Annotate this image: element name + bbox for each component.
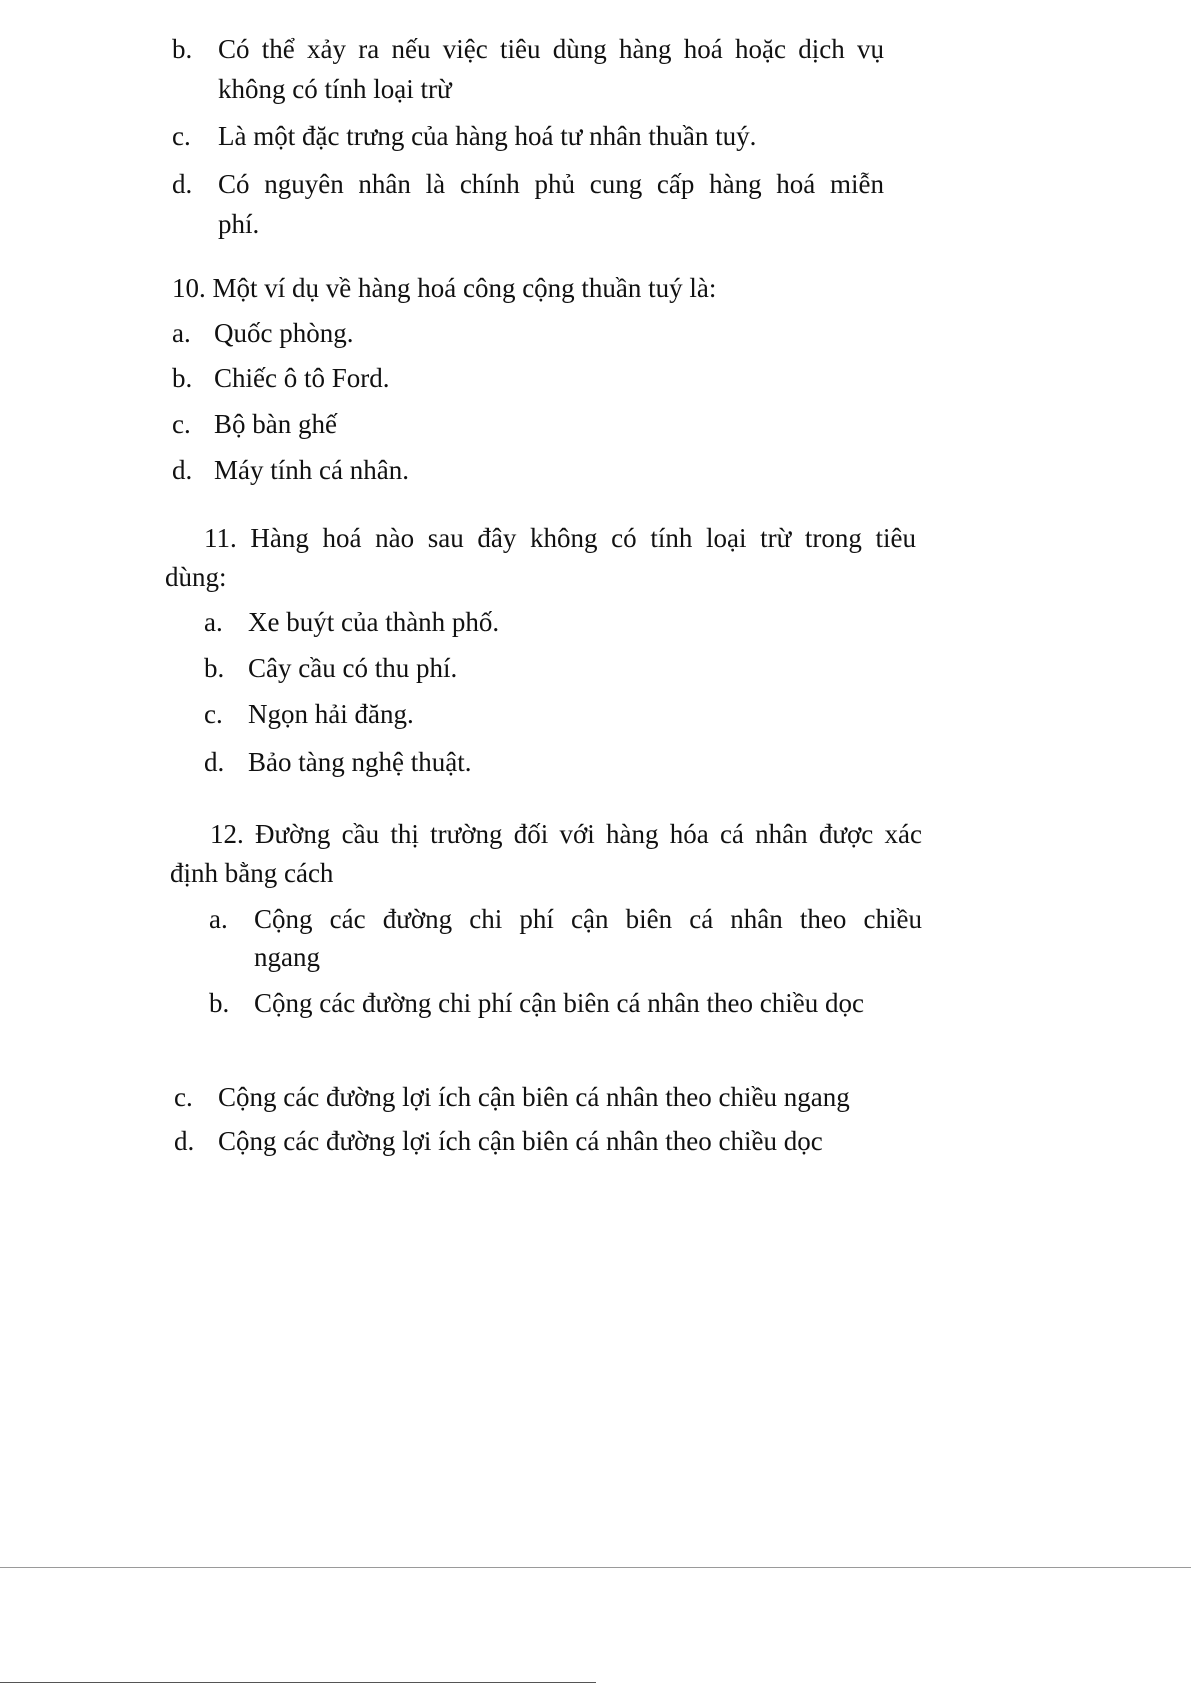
q11-question-text-cont: dùng: — [165, 562, 227, 592]
q11-option-c-text: Ngọn hải đăng. — [248, 699, 414, 729]
q12-question-line2 — [170, 856, 333, 890]
q12-option-c — [174, 1080, 850, 1114]
q10-option-a-text: Quốc phòng. — [214, 318, 354, 348]
q11-option-b-label: b. — [204, 653, 225, 683]
q10-question — [172, 271, 716, 305]
q11-option-c — [204, 697, 414, 731]
q9-option-d-text-cont: phí. — [218, 209, 260, 239]
q11-option-a — [204, 605, 499, 639]
q12-option-c-label: c. — [174, 1082, 193, 1112]
q12-option-d — [174, 1124, 823, 1158]
q9-option-c — [172, 119, 756, 153]
q12-option-b — [209, 986, 864, 1020]
q11-question-text: 11. Hàng hoá nào sau đây không có tính loại trừ trong tiêu — [204, 523, 916, 553]
q9-option-c-label: c. — [172, 121, 191, 151]
q12-question-line1 — [210, 817, 922, 851]
q9-option-d-cont — [218, 207, 259, 241]
q12-option-a-text-cont: ngang — [254, 942, 320, 972]
q12-option-a-cont — [254, 940, 320, 974]
q9-option-b-cont — [218, 72, 452, 106]
q9-option-b-label: b. — [172, 34, 193, 64]
q10-option-c — [172, 407, 337, 441]
q11-option-a-label: a. — [204, 607, 223, 637]
q9-option-d — [172, 167, 884, 201]
q10-option-d — [172, 453, 409, 487]
q11-option-b-text: Cây cầu có thu phí. — [248, 653, 458, 683]
footnote-rule — [0, 1682, 596, 1683]
q11-question-line2 — [165, 560, 227, 594]
q9-option-b — [172, 32, 884, 66]
q11-option-d-text: Bảo tàng nghệ thuật. — [248, 747, 472, 777]
q9-option-b-text-cont: không có tính loại trừ — [218, 74, 452, 104]
q10-option-b-text: Chiếc ô tô Ford. — [214, 363, 390, 393]
q12-option-a-label: a. — [209, 904, 228, 934]
q10-option-d-label: d. — [172, 455, 193, 485]
q11-question-line1 — [204, 521, 916, 555]
q12-option-b-text: Cộng các đường chi phí cận biên cá nhân theo chiều dọc — [254, 988, 864, 1018]
q10-option-a — [172, 316, 353, 350]
q12-option-b-label: b. — [209, 988, 230, 1018]
q11-option-c-label: c. — [204, 699, 223, 729]
q11-option-d-label: d. — [204, 747, 225, 777]
page-divider — [0, 1567, 1191, 1568]
q9-option-d-label: d. — [172, 169, 193, 199]
q12-option-a-text: Cộng các đường chi phí cận biên cá nhân theo chiều — [254, 904, 922, 934]
q11-option-b — [204, 651, 457, 685]
q11-option-a-text: Xe buýt của thành phố. — [248, 607, 500, 637]
q10-option-d-text: Máy tính cá nhân. — [214, 455, 409, 485]
q10-option-b — [172, 361, 390, 395]
q12-question-text: 12. Đường cầu thị trường đối với hàng hóa cá nhân được xác — [210, 819, 922, 849]
q9-option-d-text: Có nguyên nhân là chính phủ cung cấp hàng hoá miễn — [218, 169, 884, 199]
q10-option-a-label: a. — [172, 318, 191, 348]
q12-option-d-text: Cộng các đường lợi ích cận biên cá nhân theo chiều dọc — [218, 1126, 823, 1156]
q10-option-c-text: Bộ bàn ghế — [214, 409, 337, 439]
q9-option-b-text: Có thể xảy ra nếu việc tiêu dùng hàng hoá hoặc dịch vụ — [218, 34, 884, 64]
q12-option-a — [209, 902, 922, 936]
q10-question-text: 10. Một ví dụ về hàng hoá công cộng thuần tuý là: — [172, 273, 717, 303]
q10-option-c-label: c. — [172, 409, 191, 439]
q12-option-c-text: Cộng các đường lợi ích cận biên cá nhân theo chiều ngang — [218, 1082, 850, 1112]
q12-option-d-label: d. — [174, 1126, 195, 1156]
q11-option-d — [204, 745, 471, 779]
q9-option-c-text: Là một đặc trưng của hàng hoá tư nhân thuần tuý. — [218, 121, 757, 151]
q10-option-b-label: b. — [172, 363, 193, 393]
q12-question-text-cont: định bằng cách — [170, 858, 334, 888]
